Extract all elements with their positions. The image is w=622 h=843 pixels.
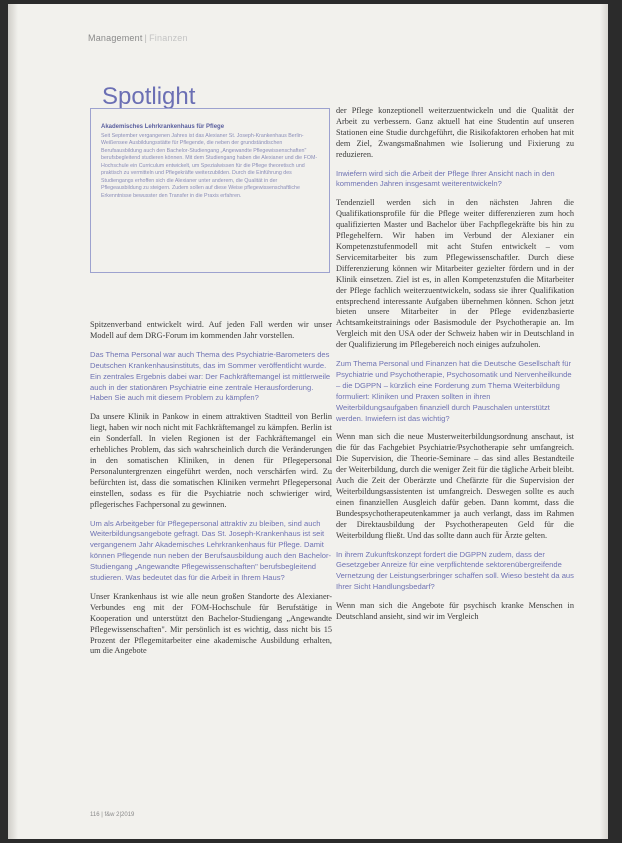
running-header: [88, 33, 188, 43]
interview-answer: Da unsere Klinik in Pankow in einem attraktiven Stadtteil von Berlin liegt, haben wir noch nicht mit Fachkräftemangel zu kämpfen. Berlin ist ein Sonderfall. In vielen Regionen ist der Fachkräftemangel ein erhebliches Problem, das sich wahrscheinlich durch die Veränderungen in den somatischen Kliniken, in denen für Pflegepersonal Personaluntergrenzen eingeführt werden, noch verschärfen wird. Zu befürchten ist, dass die somatischen Kliniken vermehrt Pflegepersonal einstellen, sodass es für die Psychiatrie noch schwieriger wird, pflegerisches Fachpersonal zu gewinnen.: [90, 412, 332, 509]
interview-answer: Wenn man sich die Angebote für psychisch kranke Menschen in Deutschland ansieht, sind wir im Vergleich: [336, 601, 574, 622]
page-spine: [8, 4, 18, 839]
magazine-page: [8, 4, 608, 839]
interview-answer: der Pflege konzeptionell weiterzuentwickeln und die Qualität der Arbeit zu verbessern. Ganz aktuell hat eine Studentin auf unseren Stationen eine Studie durchgeführt, die Risikofaktoren erhoben hat mit dem Ziel, Zwangsmaßnahmen wie Isolierung und Fixierung zu reduzieren.: [336, 106, 574, 159]
interview-question: Das Thema Personal war auch Thema des Psychiatrie-Barometers des Deutschen Krankenhausinstituts, das im Sommer veröffentlicht wurde. Ein zentrales Ergebnis dabei war: Der Fachkräftemangel ist mittlerweile auch in der stationären Psychiatrie eine zentrale Herausforderung. Haben Sie auch mit diesem Problem zu kämpfen?: [90, 349, 331, 403]
interview-question: Zum Thema Personal und Finanzen hat die Deutsche Gesellschaft für Psychiatrie und Psychotherapie, Psychosomatik und Nervenheilkunde – die DGPPN – kürzlich eine Forderung zum Thema Weiterbildung formuliert: Kliniken und Praxen sollten in ihren Weiterbildungsaufgaben finanziell durch Pauschalen unterstützt werden. Inwiefern ist das wichtig?: [336, 359, 572, 423]
spotlight-heading: Akademisches Lehrkrankenhaus für Pflege: [101, 124, 225, 130]
page-edge: [600, 4, 608, 839]
footer-issue: 2|2019: [116, 812, 135, 818]
header-section: Management: [88, 33, 143, 43]
interview-answer: Spitzenverband entwickelt wird. Auf jeden Fall werden wir unser Modell auf dem DRG-Forum im kommenden Jahr vorstellen.: [90, 320, 332, 340]
interview-answer: Wenn man sich die neue Musterweiterbildungsordnung anschaut, ist die für das Fachgebiet Psychiatrie/Psychotherapie sehr umfangreich. Die Supervision, die Theorie-Seminare – das sind alles Bestandteile der Weiterbildung, durch die weniger Zeit für die tägliche Arbeit bleibt. Auch die Zeit der Oberärzte und Chefärzte für die Supervision der Weiterbildungsassistenten ist umfangreich. Deswegen sollte es auch einen finanziellen Ausgleich dafür geben. Dann kommt, dass die Bundespsychotherapeutenkammer ja auch verlangt, dass im Rahmen der Direktausbildung der Psychotherapeuten Geld für die Weiterbildung fließt. Und das sollte dann auch für Ärzte gelten.: [336, 432, 574, 540]
spotlight-body: Seit September vergangenen Jahres ist das Alexianer St. Joseph-Krankenhaus Berlin-Weißensee Ausbildungsstätte für Pflegende, die neben der grundständischen Berufsausbildung auch den Bachelor-Studiengang „Angewandte Pflegewissenschaften" berufsbegleitend studieren können. Mit dem Studiengang haben die Alexianer und die FOM-Hochschule ein Curriculum entwickelt, um Spezialwissen für die Pflege theoretisch und praktisch zu vermitteln und Pflegekräfte weiterzubilden. Durch die Einführung des Studiengangs erhoffen sich die Alexianer unter anderem, die Qualität in der Pflegeausbildung zu steigern. Zudem sollen auf diese Weise pflegewissenschaftliche Erkenntnisse bewusster den Transfer in die Praxis erfahren.: [101, 133, 318, 199]
interview-question: Um als Arbeitgeber für Pflegepersonal attraktiv zu bleiben, sind auch Weiterbildungsangebote gefragt. Das St. Joseph-Krankenhaus ist seit vergangenem Jahr Akademisches Lehrkrankenhaus für Pflege. Damit können Pflegende nun neben der Berufsausbildung auch den Bachelor-Studiengang „Angewandte Pflegewissenschaften" berufsbegleitend studieren. Was bedeutet das für die Arbeit in Ihrem Haus?: [90, 518, 332, 583]
header-subsection: Finanzen: [149, 33, 188, 43]
spotlight-box: [90, 108, 330, 273]
article-column-right: [336, 106, 574, 623]
spotlight-title: Spotlight: [102, 83, 196, 110]
interview-question: Inwiefern wird sich die Arbeit der Pflege Ihrer Ansicht nach in den kommenden Jahren insgesamt weiterentwickeln?: [336, 168, 555, 189]
interview-question: In ihrem Zukunftskonzept fordert die DGPPN zudem, dass der Gesetzgeber Anreize für eine verpflichtende sektorenübergreifende Vernetzung der Leistungserbringer schaffen soll. Wieso besteht da aus Ihrer Sicht Handlungsbedarf?: [336, 549, 574, 592]
footer-page-number: 116 | f&w: [90, 812, 115, 818]
interview-answer: Tendenziell werden sich in den nächsten Jahren die Qualifikationsprofile für die Pflege weiter differenzieren zum hoch qualifizierten Master und Bachelor über Fachpflegekräfte bis hin zu Pflegehelfern. Wir haben im Verbund der Alexianer ein Kompetenzstufenmodell mit acht Stufen entwickelt – vom Servicemitarbeiter bis zum Pflegewissenschaftler. Durch diese Differenzierung können wir Mitarbeiter gezielter fördern und in der Klinik einsetzen. Ziel ist es, in allen Kompetenzstufen die Mitarbeiter der Pflege fachlich weiterzuentwickeln, sodass sie ihrer Qualifikation entsprechend interessante Aufgaben übernehmen können. Schon jetzt bieten unsere Mitarbeiter in der Pflege evidenzbasierte Achtsamkeitstrainings oder Basismodule der Psychotherapie an. Im Vergleich mit den USA oder der Schweiz haben wir in Deutschland in der Qualifizierung im Pflegebereich noch einiges aufzuholen.: [336, 198, 574, 350]
header-divider: |: [144, 33, 148, 43]
article-column-left: [90, 320, 332, 657]
interview-answer: Unser Krankenhaus ist wie alle neun großen Standorte des Alexianer-Verbundes eng mit der FOM-Hochschule für Berufstätige in Kooperation und unterstützt den Bachelor-Studiengang „Angewandte Pflegewissenschaften". Mir persönlich ist es wichtig, dass nicht bis 15 Prozent der Pflegemitarbeiter eine akademische Ausbildung erhalten, um die Angebote: [90, 591, 332, 656]
page-footer: [90, 812, 134, 818]
